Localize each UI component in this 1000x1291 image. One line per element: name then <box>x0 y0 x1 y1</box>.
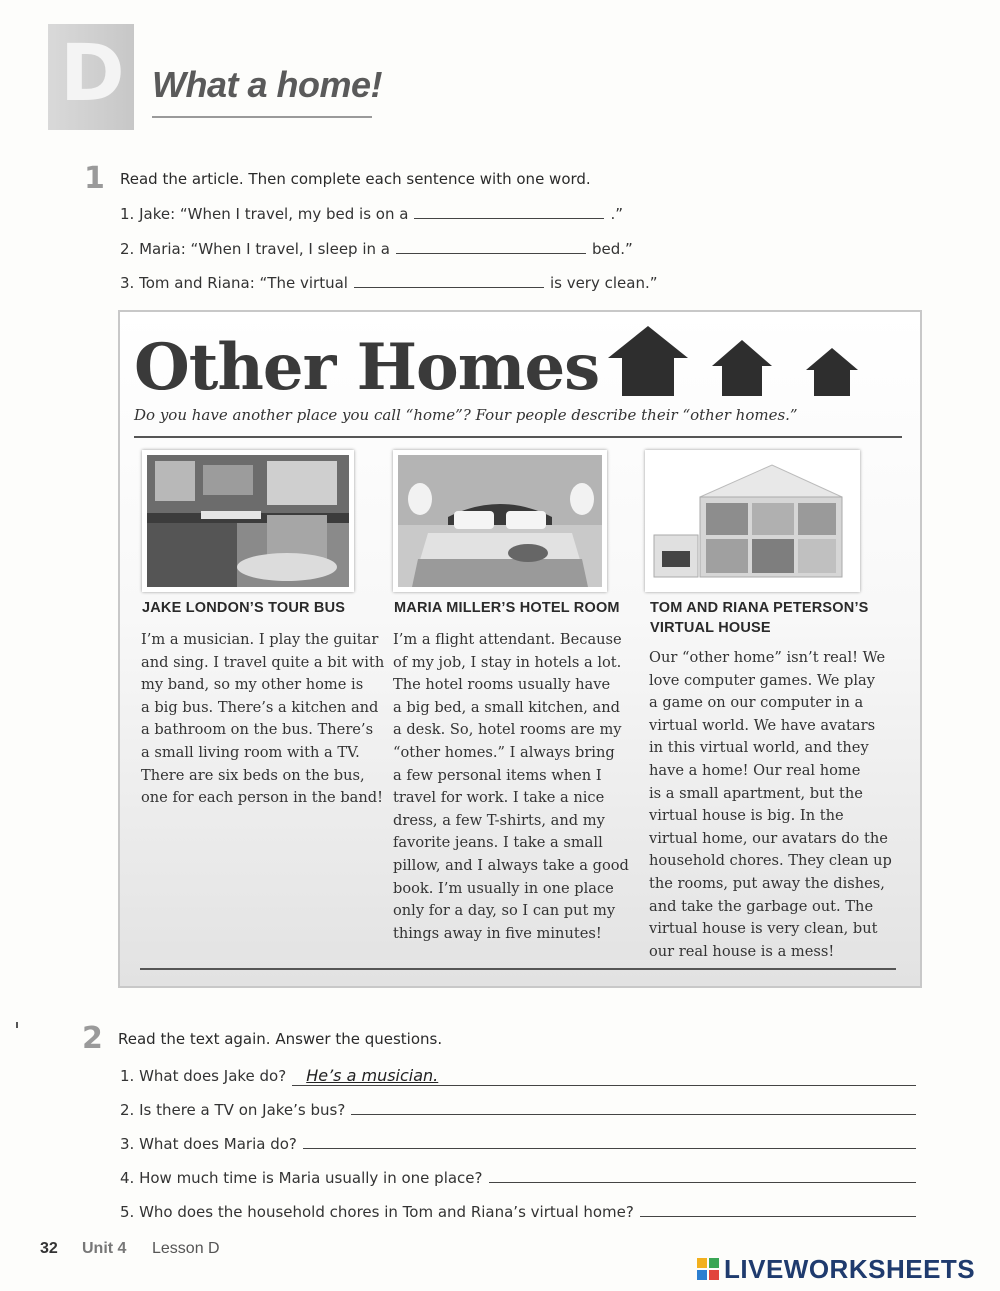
exercise-2-question: 2. Is there a TV on Jake’s bus? <box>120 1100 916 1119</box>
article-top-rule <box>134 436 902 438</box>
column-heading-tour-bus: JAKE LONDON’S TOUR BUS <box>142 600 346 616</box>
house-icon <box>608 326 688 396</box>
hotel-room-photo <box>393 450 607 592</box>
house-icon <box>806 348 858 396</box>
column-heading-hotel-room: MARIA MILLER’S HOTEL ROOM <box>394 600 620 616</box>
exercise-2-question: 3. What does Maria do? <box>120 1134 916 1153</box>
column-text-hotel-room: I’m a flight attendant. Because of my job, I stay in hotels a lot. The hotel rooms usually have a big bed, a small kitchen, and a desk. So, hotel rooms are my “other homes.” I always bring a few personal items when I travel for work. I take a nice dress, a few T-shirts, and my favorite jeans. I take a small pillow, and I always take a good book. I’m usually in one place only for a day, so I can put my things away in five minutes! <box>393 631 629 942</box>
tour-bus-photo <box>142 450 354 592</box>
column-heading-virtual-house: TOM AND RIANA PETERSON’S VIRTUAL HOUSE <box>650 600 869 636</box>
page-title: What a home! <box>152 64 383 105</box>
lesson-label: Lesson D <box>152 1240 220 1257</box>
scan-mark <box>16 1022 18 1028</box>
article-title: Other Homes <box>134 330 600 405</box>
answer-line[interactable] <box>640 1202 916 1217</box>
exercise-2-question: 4. How much time is Maria usually in one place? <box>120 1168 916 1187</box>
brand-wordmark[interactable]: LIVEWORKSHEETS <box>724 1254 976 1284</box>
exercise-1-instruction: Read the article. Then complete each sentence with one word. <box>120 170 591 188</box>
title-underline <box>152 116 372 118</box>
house-icons <box>606 322 868 400</box>
article-subtitle: Do you have another place you call “home”? Four people describe their “other homes.” <box>134 406 798 424</box>
column-text-virtual-house: Our “other home” isn’t real! We love computer games. We play a game on our computer in a virtual world. We have avatars in this virtual world, and they have a home! Our real home is a small apartment, but the virtual house is big. In the virtual home, our avatars do the household chores. They clean up the rooms, put away the dishes, and take the garbage out. The virtual house is very clean, but our real house is a mess! <box>649 649 892 960</box>
exercise-1-item: 3. Tom and Riana: “The virtual is very clean.” <box>120 274 658 292</box>
article-bottom-rule <box>140 968 896 970</box>
answer-line[interactable] <box>351 1100 916 1115</box>
exercise-1-number: 1 <box>84 161 105 196</box>
exercise-2-number: 2 <box>82 1021 103 1056</box>
answer-blank[interactable] <box>414 204 604 219</box>
exercise-2-instruction: Read the text again. Answer the questions. <box>118 1030 443 1048</box>
unit-label: Unit 4 <box>82 1240 127 1257</box>
answer-line[interactable] <box>489 1168 917 1183</box>
exercise-2-question: 5. Who does the household chores in Tom and Riana’s virtual home? <box>120 1202 916 1221</box>
sample-answer: He’s a musician. <box>306 1066 439 1085</box>
exercise-2-question: 1. What does Jake do? He’s a musician. <box>120 1066 916 1086</box>
answer-line[interactable] <box>303 1134 916 1149</box>
answer-line[interactable] <box>292 1066 916 1086</box>
liveworksheets-logo-icon <box>697 1258 719 1280</box>
exercise-1-item: 2. Maria: “When I travel, I sleep in a bed.” <box>120 240 633 258</box>
house-icon <box>712 340 772 396</box>
section-letter: D <box>60 29 125 119</box>
answer-blank[interactable] <box>354 273 544 288</box>
virtual-house-photo <box>645 450 860 592</box>
page-number: 32 <box>40 1240 58 1257</box>
exercise-1-item: 1. Jake: “When I travel, my bed is on a .” <box>120 205 623 223</box>
answer-blank[interactable] <box>396 239 586 254</box>
column-text-tour-bus: I’m a musician. I play the guitar and sing. I travel quite a bit with my band, so my other home is a big bus. There’s a kitchen and a bathroom on the bus. There’s a small living room with a TV. There are six beds on the bus, one for each person in the band! <box>141 631 385 807</box>
